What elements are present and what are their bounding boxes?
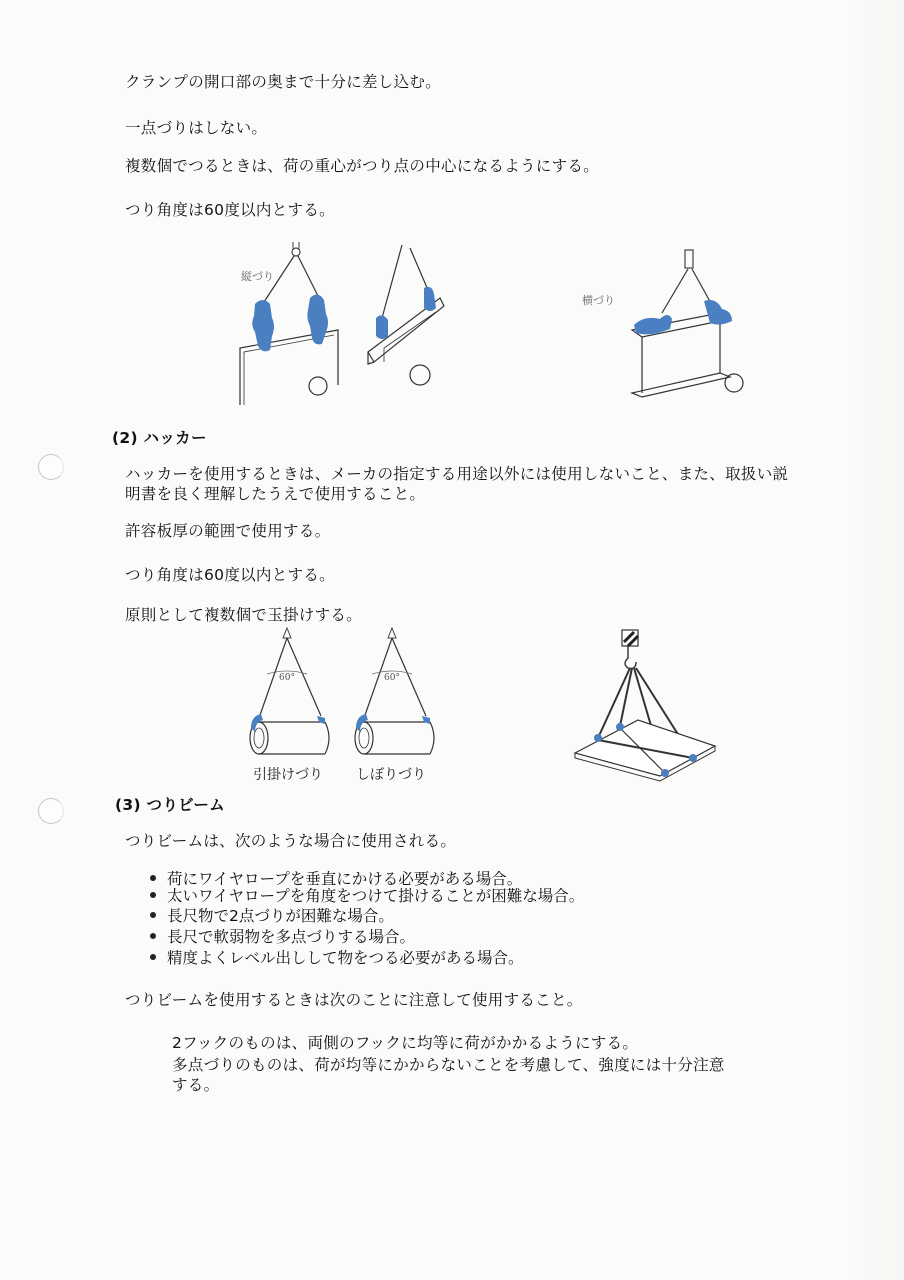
- hook-lift-figure-right: [350, 628, 445, 758]
- hook-icon: [388, 628, 396, 638]
- caption-hook-lift: 引掛けづり: [253, 767, 323, 783]
- bullet-icon: [150, 892, 156, 898]
- hook-icon: [283, 628, 291, 638]
- bullet-text: 長尺物で2点づりが困難な場合。: [167, 907, 394, 925]
- bullet-text: 長尺で軟弱物を多点づりする場合。: [167, 928, 416, 946]
- clamp-icon: [704, 300, 732, 325]
- crane-plate-lift-figure: [560, 628, 720, 783]
- punch-hole: [38, 454, 64, 480]
- section-heading-hacker: (2) ハッカー: [112, 429, 207, 447]
- angle-label: 60°: [384, 673, 400, 683]
- caution-intro: つりビームを使用するときは次のことに注意して使用すること。: [125, 991, 583, 1009]
- bullet-text: 荷にワイヤロープを垂直にかける必要がある場合。: [167, 870, 523, 888]
- beam-intro: つりビームは、次のような場合に使用される。: [125, 832, 457, 850]
- hacker-paragraph: つり角度は60度以内とする。: [125, 566, 335, 584]
- clamp-icon: [252, 300, 274, 351]
- bullet-icon: [150, 954, 156, 960]
- ok-mark: [725, 374, 743, 392]
- caution-line: する。: [172, 1076, 220, 1094]
- bullet-item: [150, 888, 584, 905]
- clamp-icon: [424, 287, 436, 311]
- caution-line: 多点づりのものは、荷が均等にかからないことを考慮して、強度には十分注意: [172, 1056, 725, 1074]
- bullet-icon: [150, 933, 156, 939]
- bullet-item: [150, 929, 415, 946]
- vertical-lift-plate-figure: [230, 240, 350, 405]
- bullet-icon: [150, 875, 156, 881]
- hook-icon: [292, 242, 300, 256]
- label-horizontal-lift: 横づり: [582, 294, 615, 307]
- hacker-paragraph: ハッカーを使用するときは、メーカの指定する用途以外には使用しないこと、また、取扱い説: [125, 465, 789, 483]
- vertical-lift-beam-figure: [360, 240, 450, 390]
- hacker-icon: [661, 769, 669, 777]
- bullet-item: [150, 908, 394, 925]
- hacker-icon: [594, 734, 602, 742]
- caution-line: 2フックのものは、両側のフックに均等に荷がかかるようにする。: [172, 1034, 639, 1052]
- bullet-text: 精度よくレベル出しして物をつる必要がある場合。: [167, 949, 524, 967]
- clamp-line: つり角度は60度以内とする。: [125, 201, 335, 219]
- hacker-paragraph: 明書を良く理解したうえで使用すること。: [125, 485, 426, 503]
- angle-label: 60°: [279, 673, 295, 683]
- hacker-paragraph: 原則として複数個で玉掛けする。: [125, 606, 363, 624]
- punch-hole: [38, 798, 64, 824]
- hook-icon: [685, 250, 693, 268]
- bullet-item: [150, 871, 522, 888]
- hacker-paragraph: 許容板厚の範囲で使用する。: [125, 522, 331, 540]
- hacker-icon: [317, 716, 325, 724]
- section-heading-beam: (3) つりビーム: [115, 796, 225, 814]
- hacker-icon: [422, 716, 430, 724]
- label-vertical-lift: 縦づり: [241, 270, 274, 283]
- clamp-icon: [376, 315, 388, 339]
- clamp-line: 複数個でつるときは、荷の重心がつり点の中心になるようにする。: [125, 157, 600, 175]
- ok-mark: [309, 377, 327, 395]
- crane-hook-icon: [622, 630, 638, 668]
- clamp-line: クランプの開口部の奥まで十分に差し込む。: [125, 73, 442, 91]
- hacker-icon: [616, 723, 624, 731]
- clamp-line: 一点づりはしない。: [125, 119, 268, 137]
- bullet-icon: [150, 912, 156, 918]
- horizontal-lift-figure: [620, 245, 755, 405]
- caption-choke-lift: しぼりづり: [356, 767, 426, 783]
- hook-lift-figure-left: [245, 628, 340, 758]
- bullet-text: 太いワイヤロープを角度をつけて掛けることが困難な場合。: [167, 887, 585, 905]
- bullet-item: [150, 950, 524, 967]
- hacker-icon: [689, 754, 697, 762]
- ok-mark: [410, 365, 430, 385]
- page-edge: [844, 0, 904, 1280]
